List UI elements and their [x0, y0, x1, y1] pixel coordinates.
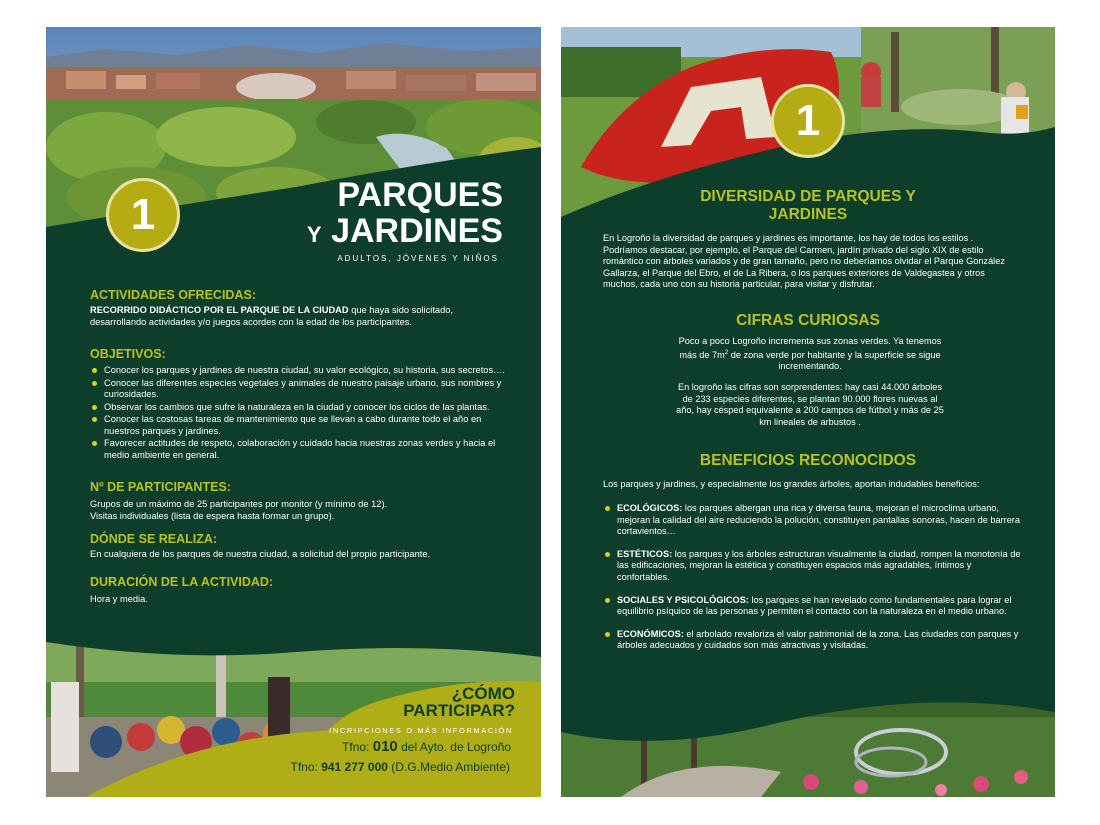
beneficio-text: los parques albergan una rica y diversa fauna, mejoran el microclima urbano, mejoran la calidad del aire reduciendo la polución, constituyen pantallas sonoras, hacen de barrera cortavientos… — [617, 503, 1020, 537]
objetivo-item: Favorecer actitudes de respeto, colaboración y cuidado hacia nuestras zonas verdes y hacia el medio ambiente en general. — [90, 438, 510, 461]
phone-1-number[interactable]: 010 — [372, 738, 398, 755]
phone-line-2 — [291, 760, 511, 774]
diversidad-title — [561, 188, 1055, 224]
diversidad-text: En Logroño la diversidad de parques y jardines es importante, los hay de todos los estilos . Podríamos destacar, por ejemplo, el Parque del Carmen, jardín privado del siglo XIX de estilo romántico con árboles variados y de gran tamaño, pero no deberíamos olvidar el Parque González Gallarza, el Parque del Ebro, el de La Ribera, o los parques exteriores de Valdegastea y otros muchos, cada uno con su historia particular, para visitar y disfrutar. — [603, 233, 1005, 290]
diversidad-title-line-2: JARDINES — [768, 206, 848, 223]
objetivos-list — [90, 365, 510, 462]
phone-1-suffix: del Ayto. de Logroño — [401, 740, 511, 754]
beneficios-title: BENEFICIOS RECONOCIDOS — [699, 452, 917, 469]
beneficio-text: el arbolado revaloriza el valor patrimonial de la zona. Las ciudades con parques y árboles adecuados y cuidados son más atractivas y visitadas. — [617, 628, 1019, 651]
beneficio-label: ECOLÓGICOS: — [617, 503, 683, 513]
donde-title: DÓNDE SE REALIZA: — [90, 532, 218, 546]
participar-subtitle: INCRIPCIONES O MÁS INFORMACIÓN — [329, 726, 513, 735]
participar-title — [403, 685, 515, 719]
cifras-superscript: 2 — [724, 349, 729, 356]
duracion-title: DURACIÓN DE LA ACTIVIDAD: — [90, 575, 274, 589]
beneficio-text: los parques y los árboles estructuran visualmente la ciudad, rompen la monotonía de las edificaciones, mejoran la estética y constituyen espacios más agradables, íntimos y confortables. — [617, 548, 1021, 582]
activity-number-badge: 1 — [106, 178, 180, 252]
phone-2-prefix: Tfno: — [290, 760, 318, 774]
page-title — [307, 177, 503, 253]
bottom-wave-shape — [561, 672, 1055, 797]
objetivo-item: Conocer las costosas tareas de mantenimiento que se llevan a cabo durante todo el año en nuestros parques y jardines. — [90, 414, 510, 437]
phone-line-1 — [342, 738, 511, 755]
diversidad-title-line-1: DIVERSIDAD DE PARQUES Y — [700, 188, 916, 205]
right-brochure-page — [561, 27, 1055, 797]
cifras-title: CIFRAS CURIOSAS — [736, 312, 880, 329]
beneficios-list — [603, 503, 1023, 663]
beneficio-label: ECONÓMICOS: — [617, 628, 684, 639]
actividades-rest: que haya sido solicitado, desarrollando actividades y/o juegos acordes con la edad de los participantes. — [90, 305, 454, 327]
actividades-bold: RECORRIDO DIDÁCTICO POR EL PARQUE DE LA CIUDAD — [90, 305, 349, 315]
actividades-text — [90, 305, 510, 328]
cifras-text-2: En logroño las cifras son sorprendentes: hay casi 44.000 árboles de 233 especies diferentes, se plantan 90.000 flores nuevas al año, hay césped equivalente a 200 campos de fútbol y más de 25 km lineales de arbustos . — [676, 382, 944, 427]
donde-text: En cualquiera de los parques de nuestra ciudad, a solicitud del propio participante. — [90, 549, 431, 559]
duracion-text: Hora y media. — [90, 594, 148, 604]
phone-2-suffix: (D.G.Medio Ambiente) — [391, 760, 510, 774]
beneficio-label: ESTÉTICOS: — [617, 548, 673, 559]
objetivo-item: Observar los cambios que sufre la naturaleza en la ciudad y conocer los ciclos de las plantas. — [90, 402, 510, 414]
audience-subtitle: ADULTOS, JÓVENES Y NIÑOS — [337, 254, 499, 263]
activity-number-badge: 1 — [771, 84, 845, 158]
beneficio-text: los parques se han revelado como fundamentales para lograr el equilibrio psíquico de las personas y permiten el contacto con la naturaleza en el medio urbano. — [617, 594, 1012, 617]
title-line-2: JARDINES — [331, 212, 503, 250]
beneficio-item — [603, 629, 1023, 652]
objetivo-item: Conocer los parques y jardines de nuestra ciudad, su valor ecológico, su historia, sus secretos…. — [90, 365, 510, 377]
beneficio-item — [603, 595, 1023, 618]
beneficio-item — [603, 503, 1023, 538]
title-line-1: PARQUES — [337, 176, 503, 214]
participar-line-2: PARTICIPAR? — [403, 701, 515, 720]
phone-1-prefix: Tfno: — [342, 740, 370, 754]
beneficios-intro: Los parques y jardines, y especialmente los grandes árboles, aportan indudables beneficios: — [603, 479, 980, 489]
participantes-line-2: Visitas individuales (lista de espera hasta formar un grupo). — [90, 511, 335, 521]
title-prefix: Y — [306, 222, 322, 247]
participar-line-1: ¿CÓMO — [451, 684, 515, 703]
objetivos-title: OBJETIVOS: — [90, 347, 166, 361]
cifras-text-1 — [673, 336, 947, 373]
left-brochure-page — [46, 27, 541, 797]
objetivo-item: Conocer las diferentes especies vegetales y animales de nuestro paisaje urbano, sus nombres y curiosidades. — [90, 378, 510, 401]
actividades-title: ACTIVIDADES OFRECIDAS: — [90, 288, 256, 302]
participantes-line-1: Grupos de un máximo de 25 participantes por monitor (y mínimo de 12). — [90, 499, 388, 509]
beneficio-item — [603, 549, 1023, 584]
participantes-title: Nº DE PARTICIPANTES: — [90, 480, 231, 494]
phone-2-number[interactable]: 941 277 000 — [321, 760, 388, 774]
beneficio-label: SOCIALES Y PSICOLÓGICOS: — [617, 594, 749, 605]
cifras-text-1-a: Poco a poco Logroño incrementa sus zonas verdes. Ya tenemos más de 7m — [678, 336, 942, 360]
cifras-text-1-b: de zona verde por habitante y la superficie se sigue incrementando. — [728, 349, 941, 372]
